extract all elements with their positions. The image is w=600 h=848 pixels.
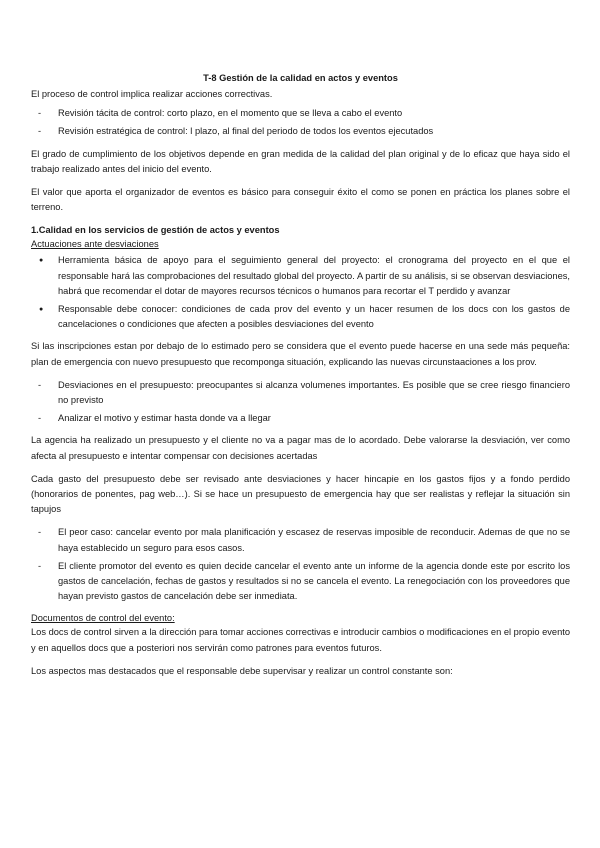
list-item-text: Desviaciones en el presupuesto: preocupantes si alcanza volumenes importantes. Es posible que se cree riesgo financiero no previsto (58, 379, 570, 406)
cases-list (31, 525, 570, 604)
dash-marker: - (38, 126, 42, 137)
dash-marker: - (38, 379, 42, 390)
list-item-text: El peor caso: cancelar evento por mala planificación y escasez de reservas imposible de reconducir. Ademas de que no se haya establecido un seguro para esos casos. (58, 527, 570, 553)
list-item-text: El cliente promotor del evento es quien decide cancelar el evento ante un informe de la agencia donde este por escrito los gastos de cancelación, fechas de gastos y resultados si no se cancela el evento. La renegociación con los proveedores que hayan previsto gastos de cancelación debe ser inmediata. (58, 560, 570, 602)
list-item (31, 525, 570, 555)
paragraph: El grado de cumplimiento de los objetivos depende en gran medida de la calidad del plan original y de lo eficaz que haya sido el trabajo realizado antes del inicio del evento. (31, 148, 570, 174)
list-item-text: Revisión tácita de control: corto plazo, en el momento que se lleva a cabo el evento (58, 108, 403, 119)
list-item-text: Responsable debe conocer: condiciones de cada prov del evento y un hacer resumen de los docs con los gastos de cancelaciones o condiciones que afecten a posibles desviaciones del evento (58, 304, 570, 330)
dash-marker: - (38, 108, 42, 119)
list-item (31, 124, 570, 139)
list-item (31, 378, 570, 408)
control-types-list (31, 106, 570, 139)
list-item (31, 253, 570, 299)
paragraph: La agencia ha realizado un presupuesto y el cliente no va a pagar mas de lo acordado. Debe valorarse la desviación, ver como afecta al presupuesto e intentar compensar con decisiones acertadas (31, 435, 570, 461)
deviation-bullets-list (31, 253, 570, 332)
dash-marker: - (38, 560, 42, 571)
list-item-text: Analizar el motivo y estimar hasta donde va a llegar (58, 413, 271, 424)
dash-marker: - (38, 413, 42, 424)
paragraph: Los aspectos mas destacados que el responsable debe supervisar y realizar un control constante son: (31, 665, 453, 676)
sub-heading: Actuaciones ante desviaciones (31, 239, 159, 250)
sub-heading: Documentos de control del evento: (31, 613, 175, 624)
list-item (31, 302, 570, 332)
list-item (31, 411, 570, 426)
list-item-text: Revisión estratégica de control: l plazo, al final del periodo de todos los eventos ejecutados (58, 126, 434, 137)
intro-paragraph: El proceso de control implica realizar acciones correctivas. (31, 89, 273, 99)
paragraph: Si las inscripciones estan por debajo de lo estimado pero se considera que el evento puede hacerse en una sede más pequeña: plan de emergencia con nuevo presupuesto que recomponga situación, explicando las nuevas circunstaaciones a los prov. (31, 341, 570, 367)
dash-marker: - (38, 527, 42, 538)
bullet-marker: ● (39, 257, 44, 265)
list-item-text: Herramienta básica de apoyo para el seguimiento general del proyecto: el cronograma del proyecto en el que el responsable hará las comprobaciones del resultado global del proyecto. A partir de su análisis, si se observan desviaciones, habrá que recomendar el dotar de mayores recursos técnicos o humanos para recortar el T perdido y avanzar (58, 255, 570, 296)
page-title: T-8 Gestión de la calidad en actos y eventos (203, 73, 398, 83)
bullet-marker: ● (39, 306, 44, 314)
paragraph: El valor que aporta el organizador de eventos es básico para conseguir éxito el como se ponen en práctica los planes sobre el terreno. (31, 187, 570, 213)
budget-items-list (31, 378, 570, 427)
list-item (31, 106, 570, 121)
list-item (31, 559, 570, 605)
paragraph: Los docs de control sirven a la dirección para tomar acciones correctivas e introducir cambios o modificaciones en el propio evento y en aquellos docs que a posteriori nos servirán como patrones para eventos futuros. (31, 627, 570, 653)
paragraph: Cada gasto del presupuesto debe ser revisado ante desviaciones y hacer hincapie en los gastos fijos y a fondo perdido (honorarios de ponentes, pag web…). Si se hace un presupuesto de emergencia hay que ser realistas y reflejar la situación sin tapujos (31, 473, 570, 515)
section-heading: 1.Calidad en los servicios de gestión de actos y eventos (31, 225, 280, 236)
